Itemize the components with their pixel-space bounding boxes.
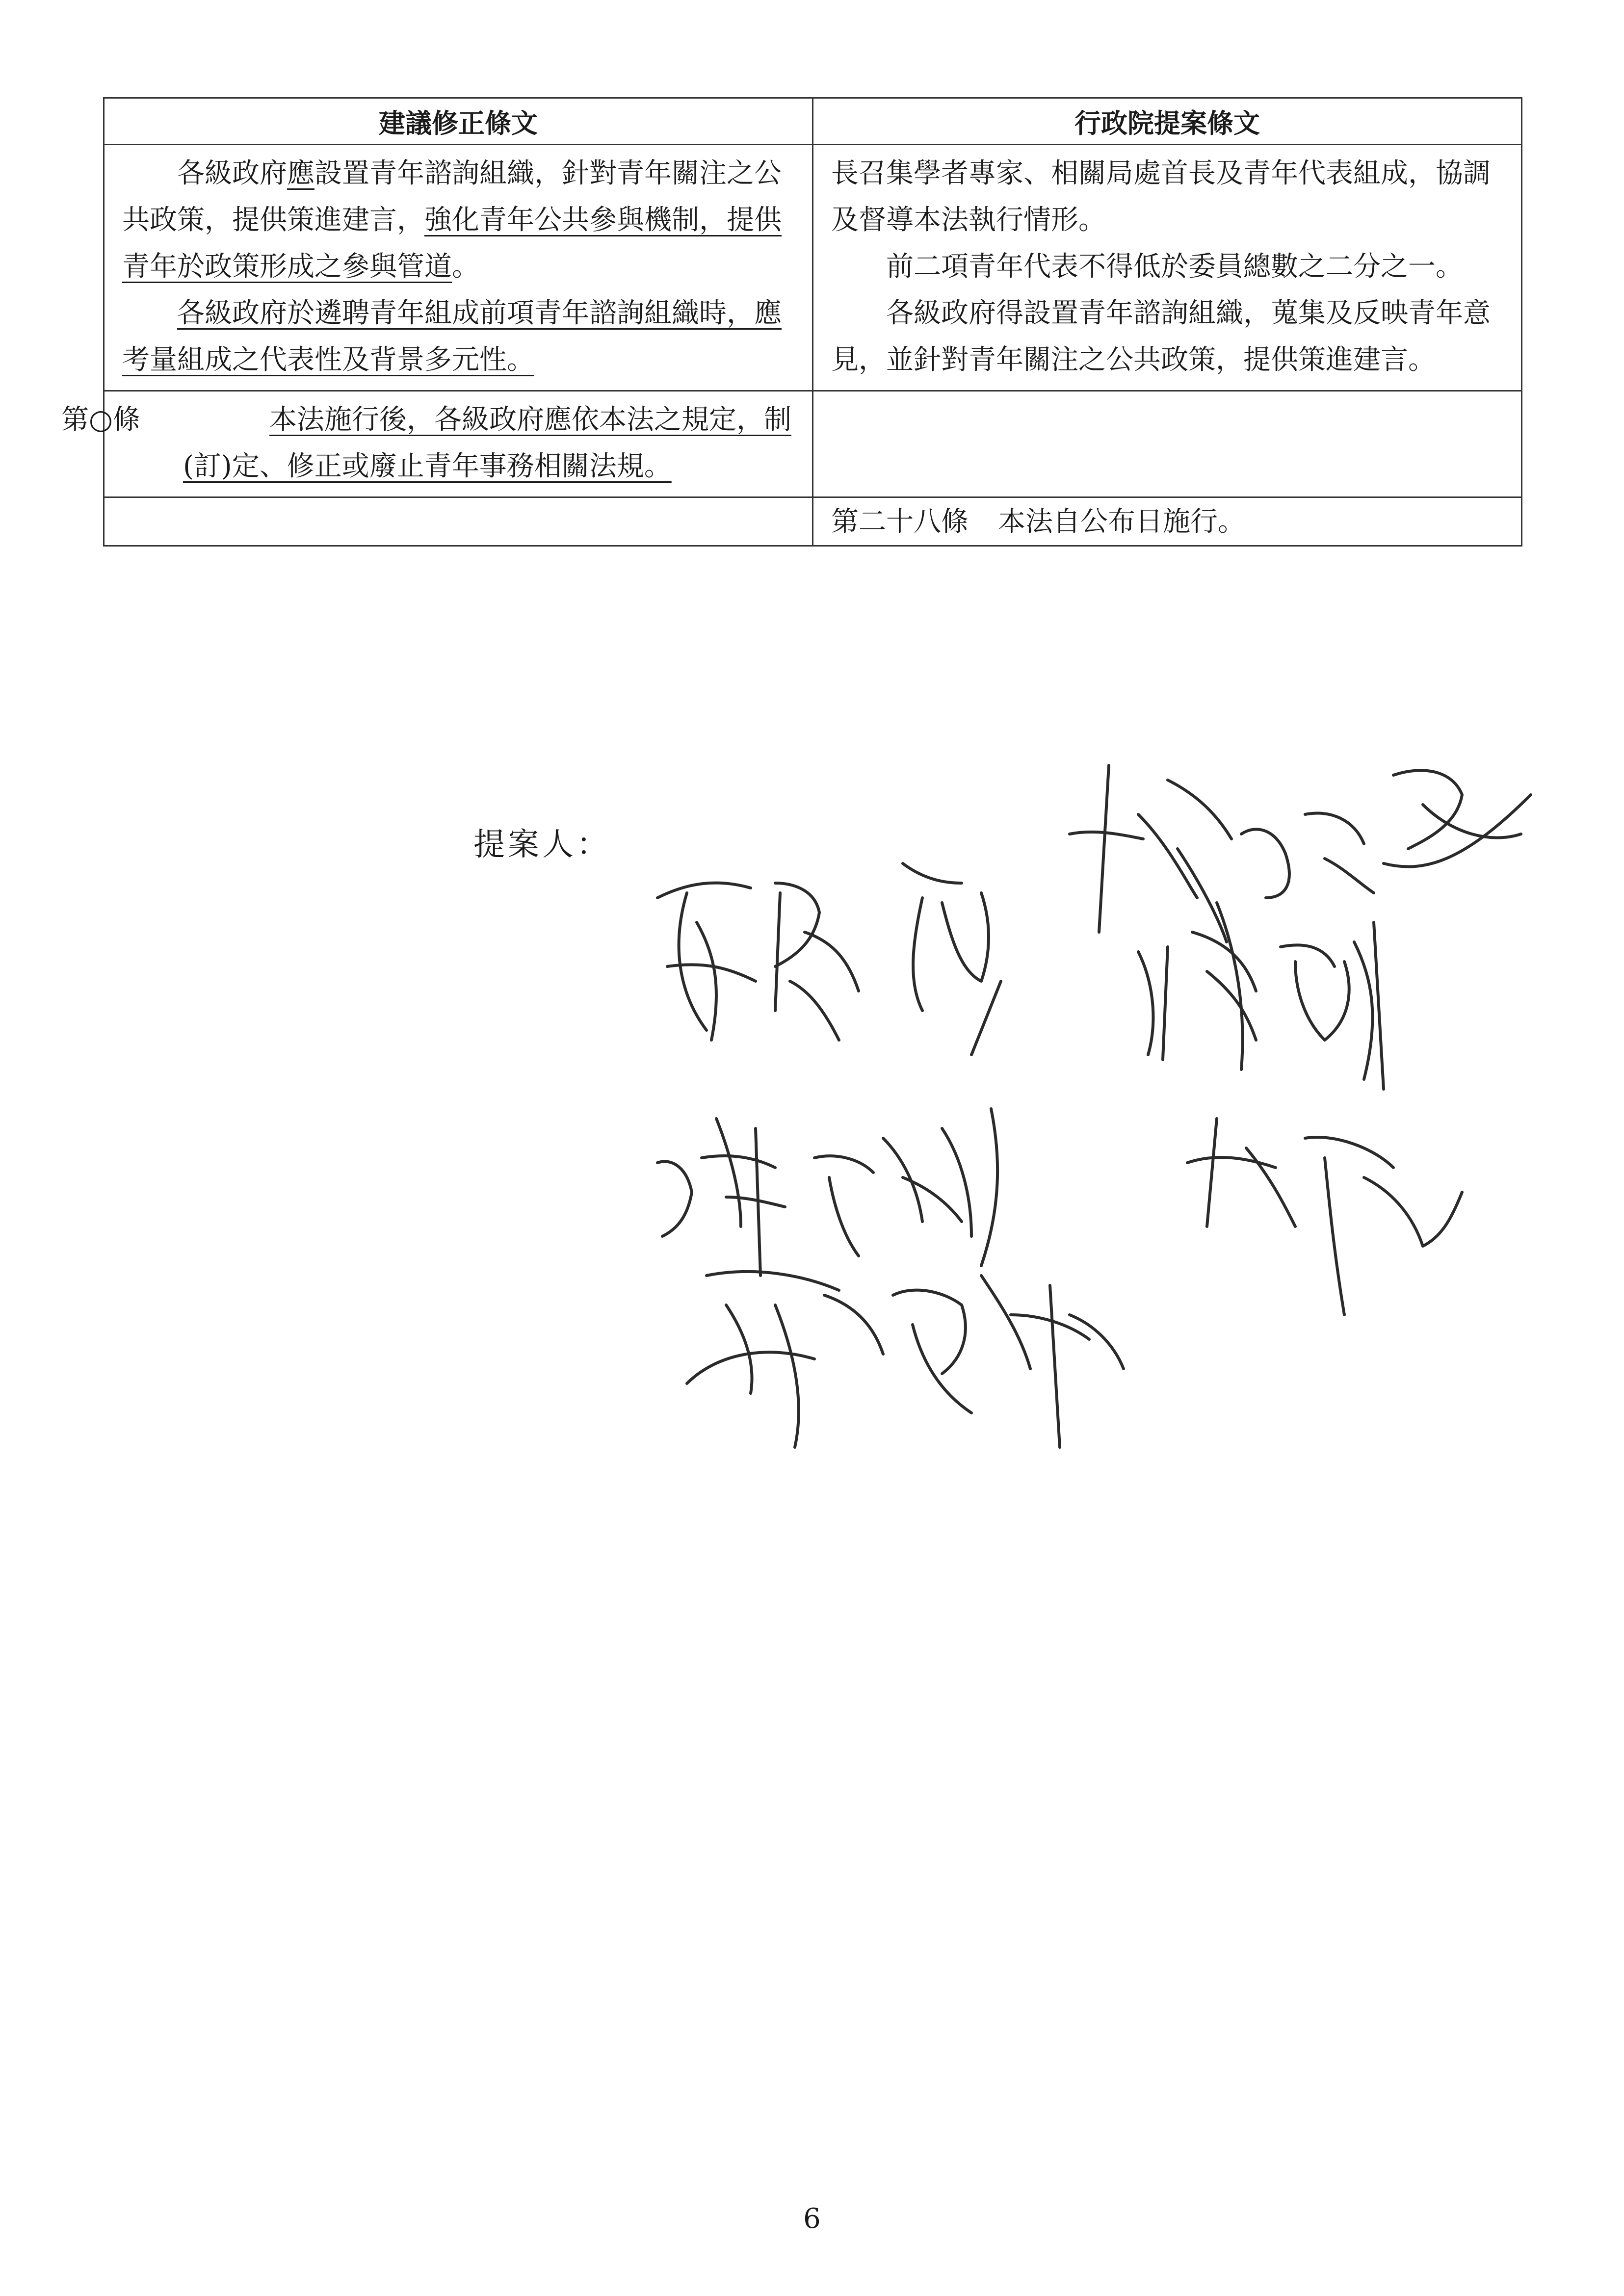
proposed-paragraph-2: [122, 290, 794, 383]
proposer-label: 提案人：: [473, 827, 611, 863]
underlined-amendment: 應: [287, 157, 314, 189]
article-number: 第○條: [61, 404, 140, 436]
comparison-table: [61, 97, 1522, 547]
executive-paragraph-3: 各級政府得設置青年諮詢組織，蒐集及反映青年意見，並針對青年關注之公共政策，提供策進建言。: [831, 297, 1491, 376]
executive-cell: [813, 497, 1522, 546]
proposed-cell: [61, 391, 813, 497]
table-row: [104, 145, 1522, 391]
header-executive: 行政院提案條文: [813, 98, 1522, 145]
handwritten-signatures: [628, 736, 1560, 1496]
new-article-text: 第○條 本法施行後，各級政府應依本法之規定，制(訂)定、修正或廢止青年事務相關法規。: [122, 396, 794, 490]
article-number: 第二十八條: [831, 505, 969, 538]
underlined-amendment: 各級政府於遴聘青年組成前項青年諮詢組織時，應考量組成之代表性及背景多元性。: [122, 297, 782, 376]
executive-paragraph-2: 前二項青年代表不得低於委員總數之二分之一。: [886, 251, 1463, 283]
executive-paragraph-1: 長召集學者專家、相關局處首長及青年代表組成，協調及督導本法執行情形。: [831, 157, 1491, 236]
page-number: 6: [803, 2203, 821, 2235]
table-row: [104, 497, 1522, 546]
underlined-amendment: 強化青年公共參與機制，提供青年於政策形成之參與管道: [122, 204, 782, 283]
proposed-paragraph-1: 各級政府應設置青年諮詢組織，針對青年關注之公共政策，提供策進建言，強化青年公共參與機制，提供青年於政策形成之參與管道。: [122, 157, 782, 283]
header-proposed: 建議修正條文: [104, 98, 813, 145]
header-row: [104, 98, 1522, 145]
executive-cell: [813, 145, 1522, 391]
executive-cell: [813, 391, 1522, 497]
article-text: 本法自公布日施行。: [998, 505, 1245, 538]
proposed-cell: [104, 497, 813, 546]
proposed-cell: [104, 145, 813, 391]
table-row: [104, 391, 1522, 497]
